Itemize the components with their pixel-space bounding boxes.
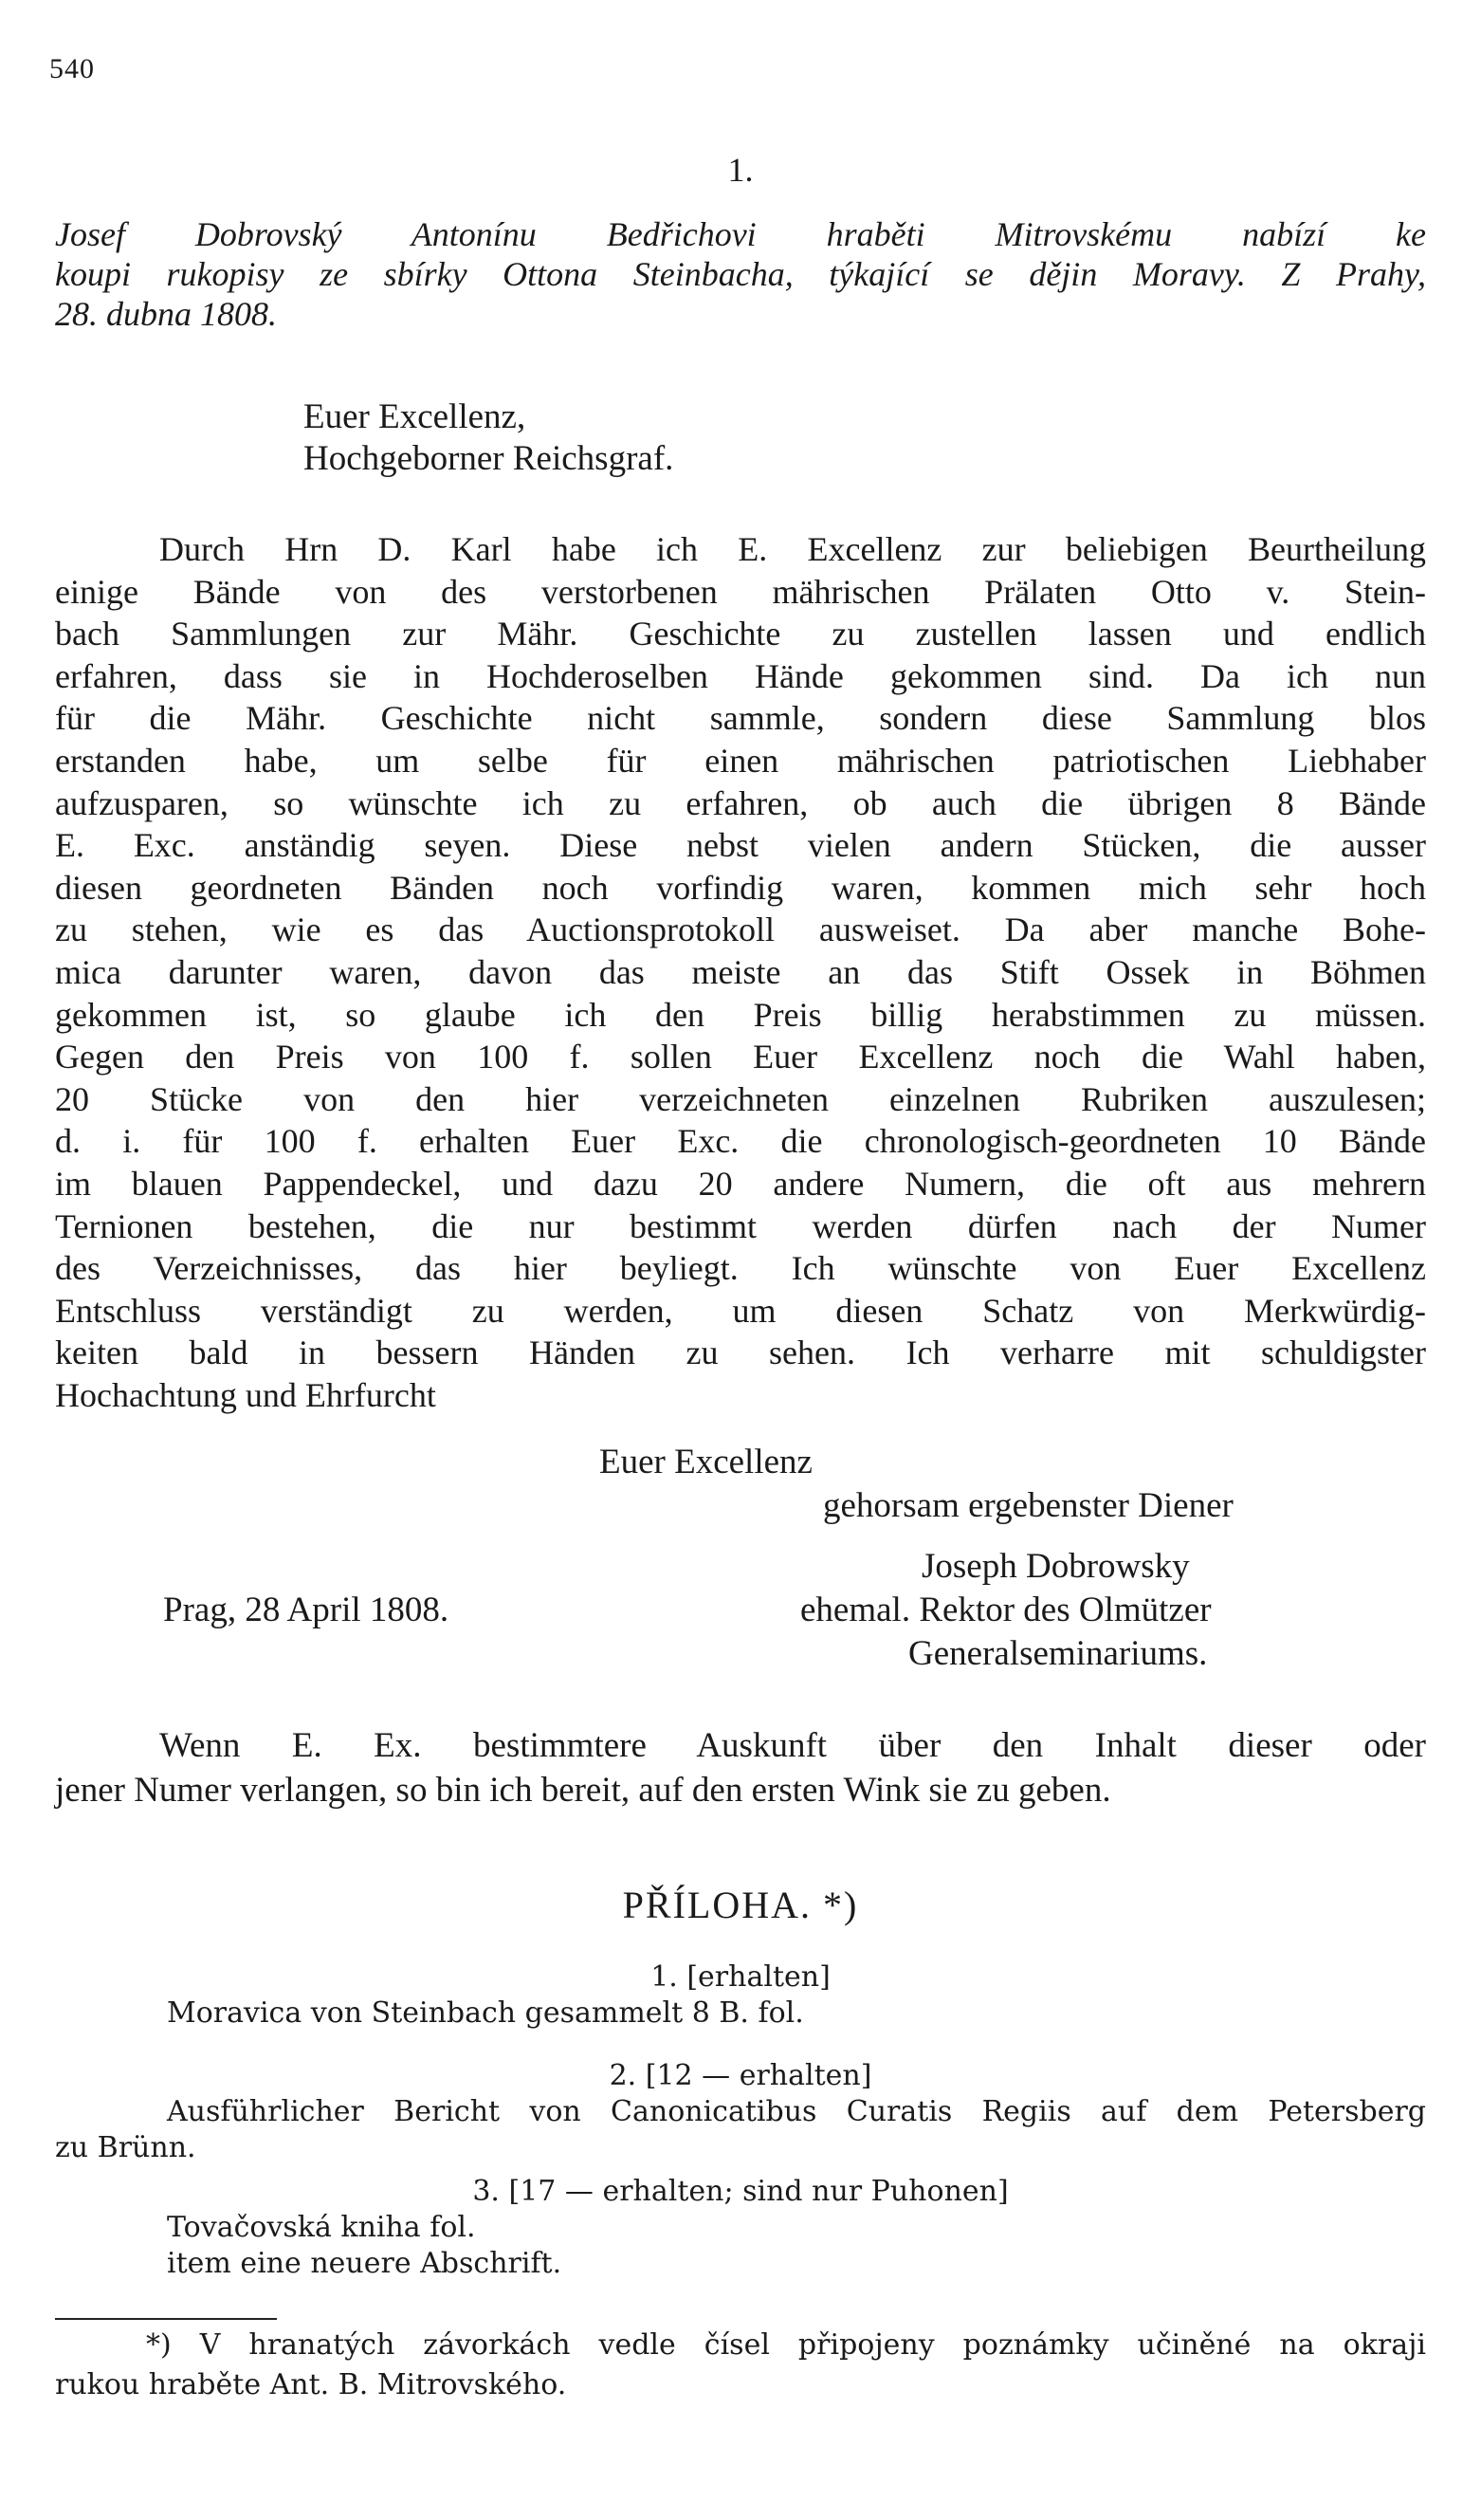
body-line: keiten bald in bessern Händen zu sehen. Ich verharre mit schuldigster (55, 1334, 1426, 1372)
footnote (55, 2326, 1426, 2405)
appendix-item-text: Ausführlicher Bericht von Canonicatibus Curatis Regiis auf dem Petersberg (167, 2095, 1426, 2128)
body-line: bach Sammlungen zur Mähr. Geschichte zu zustellen lassen und endlich (55, 615, 1426, 653)
salutation (303, 396, 673, 480)
footnote-divider (55, 2318, 277, 2320)
heading-line: 28. dubna 1808. (55, 295, 277, 333)
signature-title: Generalseminariums. (908, 1634, 1208, 1673)
appendix-item-text: zu Brünn. (55, 2131, 196, 2164)
place-date: Prag, 28 April 1808. (163, 1591, 449, 1629)
body-line: Gegen den Preis von 100 f. sollen Euer Excellenz noch die Wahl haben, (55, 1038, 1426, 1076)
appendix-title: PŘÍLOHA. *) (622, 1884, 859, 1926)
postscript-line: Wenn E. Ex. bestimmtere Auskunft über den Inhalt dieser oder (159, 1726, 1426, 1765)
postscript-line: jener Numer verlangen, so bin ich bereit, auf den ersten Wink sie zu geben. (55, 1771, 1111, 1810)
closing-line: gehorsam ergebenster Diener (823, 1486, 1234, 1525)
body-line: erfahren, dass sie in Hochderoselben Hände gekommen sind. Da ich nun (55, 656, 1426, 695)
footnote-line: rukou hraběte Ant. B. Mitrovského. (55, 2368, 567, 2401)
salutation-line: Hochgeborner Reichsgraf. (303, 439, 674, 478)
body-line: E. Exc. anständig seyen. Diese nebst vielen andern Stücken, die ausser (55, 826, 1426, 865)
body-line: einige Bände von des verstorbenen mährischen Prälaten Otto v. Stein- (55, 572, 1426, 611)
appendix-item-number: 3. [17 — erhalten; sind nur Puhonen] (472, 2175, 1009, 2208)
letter-number: 1. (727, 151, 754, 189)
appendix-item-text: Tovačovská kniha fol. (167, 2211, 476, 2244)
letter-body (55, 528, 1426, 1416)
closing-line: Euer Excellenz (599, 1443, 813, 1481)
letter-heading (55, 214, 1426, 334)
footnote-line: *) V hranatých závorkách vedle čísel připojeny poznámky učiněné na okraji (146, 2328, 1426, 2362)
heading-line: koupi rukopisy ze sbírky Ottona Steinbacha, týkající se dějin Moravy. Z Prahy, (55, 255, 1426, 293)
body-line: diesen geordneten Bänden noch vorfindig waren, kommen mich sehr hoch (55, 868, 1426, 907)
signature-name: Joseph Dobrowsky (922, 1547, 1190, 1586)
body-line: gekommen ist, so glaube ich den Preis billig herabstimmen zu müssen. (55, 995, 1426, 1034)
body-line: d. i. für 100 f. erhalten Euer Exc. die chronologisch-geordneten 10 Bände (55, 1122, 1426, 1161)
appendix-item-number: 1. [erhalten] (650, 1960, 831, 1994)
body-line: im blauen Pappendeckel, und dazu 20 andere Numern, die oft aus mehrern (55, 1164, 1426, 1203)
body-line: für die Mähr. Geschichte nicht sammle, sondern diese Sammlung blos (55, 699, 1426, 738)
postscript (55, 1723, 1426, 1812)
body-line: mica darunter waren, davon das meiste an das Stift Ossek in Böhmen (55, 952, 1426, 991)
body-line: des Verzeichnisses, das hier beyliegt. Ich wünschte von Euer Excellenz (55, 1249, 1426, 1288)
appendix-item-text: Moravica von Steinbach gesammelt 8 B. fol. (167, 1996, 804, 2030)
appendix-item-number: 2. [12 — erhalten] (609, 2059, 872, 2092)
body-line: Entschluss verständigt zu werden, um diesen Schatz von Merkwürdig- (55, 1291, 1426, 1330)
body-line: Hochachtung und Ehrfurcht (55, 1375, 436, 1414)
body-line: aufzusparen, so wünschte ich zu erfahren, ob auch die übrigen 8 Bände (55, 783, 1426, 822)
page-number: 540 (49, 53, 95, 84)
body-line: erstanden habe, um selbe für einen mährischen patriotischen Liebhaber (55, 741, 1426, 780)
body-line: zu stehen, wie es das Auctionsprotokoll ausweiset. Da aber manche Bohe- (55, 911, 1426, 949)
appendix-item (55, 2174, 1426, 2282)
appendix-item-text: item eine neuere Abschrift. (167, 2247, 562, 2280)
body-line: 20 Stücke von den hier verzeichneten einzelnen Rubriken auszulesen; (55, 1079, 1426, 1118)
heading-line: Josef Dobrovský Antonínu Bedřichovi hraběti Mitrovskému nabízí ke (55, 215, 1426, 253)
body-line: Ternionen bestehen, die nur bestimmt werden dürfen nach der Numer (55, 1206, 1426, 1245)
signature-title: ehemal. Rektor des Olmützer (800, 1591, 1212, 1629)
salutation-line: Euer Excellenz, (303, 397, 526, 436)
appendix-item (55, 2058, 1426, 2166)
appendix-item (55, 1959, 1426, 2032)
body-line: Durch Hrn D. Karl habe ich E. Excellenz zur beliebigen Beurtheilung (159, 530, 1426, 568)
